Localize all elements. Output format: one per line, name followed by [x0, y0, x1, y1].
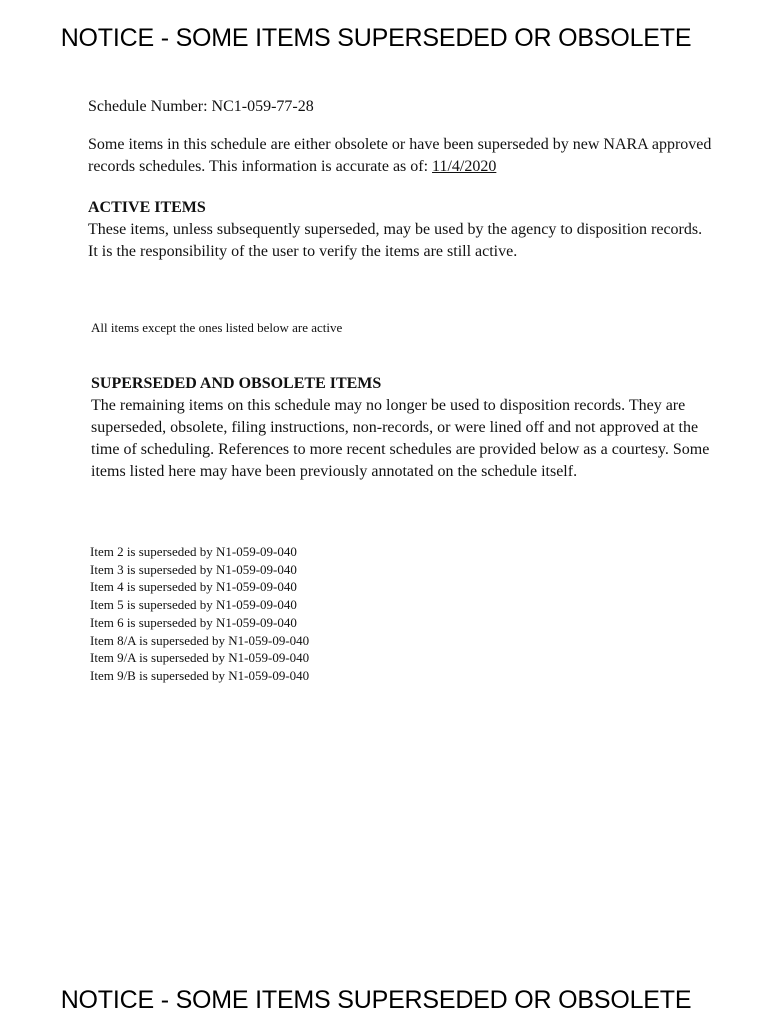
list-item: Item 9/B is superseded by N1-059-09-040	[90, 667, 310, 683]
accuracy-date: 11/4/2020	[432, 158, 497, 175]
schedule-number: Schedule Number: NC1-059-77-28	[88, 98, 314, 115]
list-item: Item 2 is superseded by N1-059-09-040	[90, 544, 297, 559]
superseded-items-title: SUPERSEDED AND OBSOLETE ITEMS	[91, 375, 382, 392]
list-item: Item 3 is superseded by N1-059-09-040	[90, 561, 297, 577]
notice-banner-top: NOTICE - SOME ITEMS SUPERSEDED OR OBSOLETE	[60, 24, 692, 52]
list-item: Item 6 is superseded by N1-059-09-040	[90, 614, 297, 630]
superseded-items-section	[91, 373, 711, 483]
list-item: Item 4 is superseded by N1-059-09-040	[90, 579, 297, 595]
active-items-note: All items except the ones listed below are active	[91, 320, 343, 335]
active-items-body: These items, unless subsequently superseded, may be used by the agency to disposition records. It is the responsibility of the user to verify the items are still active.	[88, 221, 703, 260]
list-item: Item 9/A is superseded by N1-059-09-040	[90, 650, 310, 666]
superseded-items-body: The remaining items on this schedule may no longer be used to disposition records. They are superseded, obsolete, filing instructions, non-records, or were lined off and not approved at the time of scheduling. References to more recent schedules are provided below as a courtesy. Some items listed here may have been previously annotated on the schedule itself.	[91, 397, 710, 480]
intro-text: Some items in this schedule are either obsolete or have been superseded by new NARA approved records schedules. This information is accurate as of:	[88, 136, 712, 175]
notice-banner-bottom: NOTICE - SOME ITEMS SUPERSEDED OR OBSOLETE	[60, 986, 692, 1014]
intro-paragraph	[88, 134, 728, 178]
list-item: Item 5 is superseded by N1-059-09-040	[90, 597, 297, 613]
active-items-section	[88, 197, 708, 263]
active-items-title: ACTIVE ITEMS	[88, 199, 206, 216]
superseded-item-list	[90, 543, 309, 685]
list-item: Item 8/A is superseded by N1-059-09-040	[90, 632, 310, 648]
